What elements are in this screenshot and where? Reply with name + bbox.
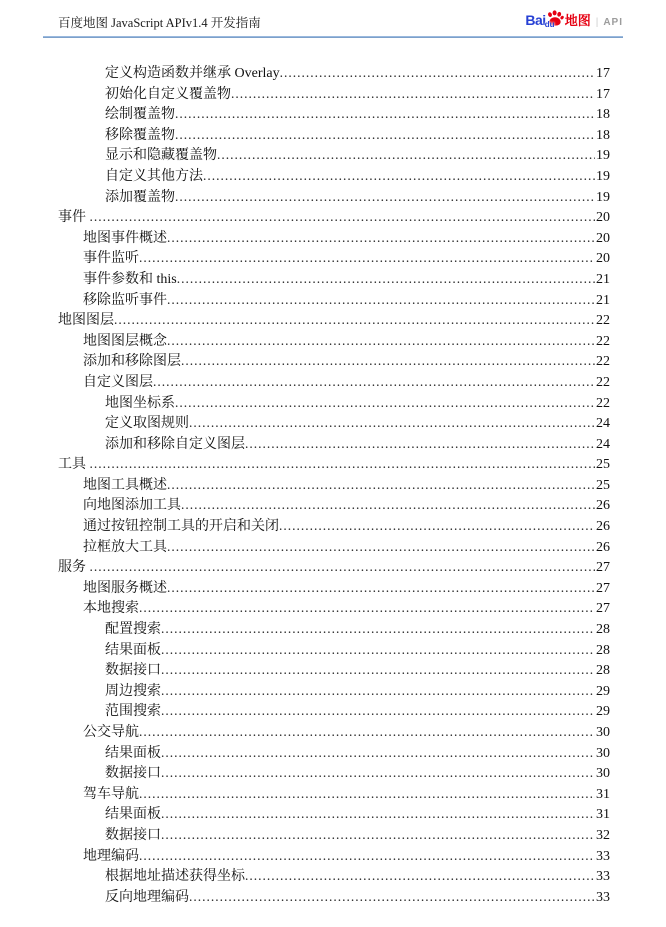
toc-list [0, 63, 666, 907]
toc-page-number: 22 [596, 313, 610, 329]
toc-row [0, 331, 666, 352]
toc-page-number: 18 [596, 107, 610, 123]
toc-page-number: 25 [596, 477, 610, 493]
toc-leader-dots [161, 660, 595, 682]
toc-page-number: 32 [596, 827, 610, 843]
toc-row [0, 598, 666, 619]
toc-leader-dots [161, 640, 595, 662]
toc-entry-label: 配置搜索 [105, 622, 161, 638]
toc-page-number: 20 [596, 210, 610, 226]
toc-leader-dots [161, 701, 595, 723]
toc-page-number: 31 [596, 807, 610, 823]
toc-page-number: 33 [596, 889, 610, 905]
toc-entry-label: 移除覆盖物 [105, 127, 175, 143]
toc-entry-label: 驾车导航 [83, 786, 139, 802]
toc-entry-label: 地理编码 [83, 848, 139, 864]
toc-row [0, 660, 666, 681]
toc-leader-dots [167, 578, 595, 600]
toc-row [0, 125, 666, 146]
toc-entry-label: 地图图层 [58, 313, 114, 329]
toc-leader-dots [175, 187, 595, 209]
toc-page-number: 33 [596, 848, 610, 864]
toc-row [0, 763, 666, 784]
toc-page-number: 21 [596, 271, 610, 287]
logo-text-ditu: 地图 [564, 13, 591, 28]
toc-row [0, 537, 666, 558]
toc-leader-dots [167, 331, 595, 353]
header-rule [43, 36, 623, 38]
toc-row [0, 351, 666, 372]
toc-entry-label: 数据接口 [105, 766, 161, 782]
toc-page-number: 22 [596, 395, 610, 411]
toc-entry-label: 事件 [58, 210, 90, 226]
toc-entry-label: 移除监听事件 [83, 292, 167, 308]
toc-entry-label: 绘制覆盖物 [105, 107, 175, 123]
toc-entry-label: 结果面板 [105, 745, 161, 761]
toc-entry-label: 地图服务概述 [83, 580, 167, 596]
toc-page-number: 22 [596, 333, 610, 349]
logo-text-bai: Bai [525, 12, 546, 28]
toc-entry-label: 显示和隐藏覆盖物 [105, 148, 217, 164]
toc-page-number: 27 [596, 580, 610, 596]
toc-row [0, 825, 666, 846]
toc-page-number: 28 [596, 642, 610, 658]
toc-leader-dots [139, 598, 595, 620]
toc-row [0, 290, 666, 311]
toc-page-number: 21 [596, 292, 610, 308]
toc-row [0, 681, 666, 702]
toc-entry-label: 数据接口 [105, 663, 161, 679]
toc-leader-dots [161, 763, 595, 785]
toc-page-number: 20 [596, 230, 610, 246]
toc-page-number: 25 [596, 457, 610, 473]
toc-leader-dots [167, 290, 595, 312]
toc-leader-dots [189, 887, 595, 909]
logo-divider: | [595, 17, 599, 28]
toc-page-number: 33 [596, 869, 610, 885]
toc-row [0, 804, 666, 825]
toc-leader-dots [167, 475, 595, 497]
toc-row [0, 475, 666, 496]
toc-leader-dots [161, 619, 595, 641]
toc-row [0, 393, 666, 414]
toc-leader-dots [167, 228, 595, 250]
toc-entry-label: 向地图添加工具 [83, 498, 181, 514]
toc-row [0, 372, 666, 393]
toc-entry-label: 定义构造函数并继承 Overlay [105, 66, 280, 81]
toc-leader-dots [139, 784, 595, 806]
toc-leader-dots [181, 495, 595, 517]
toc-leader-dots [175, 104, 595, 126]
toc-leader-dots [139, 846, 595, 868]
toc-page-number: 19 [596, 189, 610, 205]
toc-leader-dots [161, 743, 595, 765]
toc-row [0, 228, 666, 249]
toc-leader-dots [90, 557, 596, 579]
toc-page-number: 31 [596, 786, 610, 802]
toc-page-number: 26 [596, 519, 610, 535]
toc-page-number: 17 [596, 66, 610, 81]
toc-entry-label: 数据接口 [105, 827, 161, 843]
baidu-paw-icon [546, 10, 564, 27]
toc-row [0, 145, 666, 166]
toc-page-number: 22 [596, 354, 610, 370]
toc-entry-label: 范围搜索 [105, 704, 161, 720]
toc-row [0, 104, 666, 125]
toc-entry-label: 周边搜索 [105, 683, 161, 699]
toc-leader-dots [175, 393, 595, 415]
toc-row [0, 701, 666, 722]
toc-leader-dots [161, 804, 595, 826]
toc-row [0, 269, 666, 290]
toc-page-number: 30 [596, 725, 610, 740]
toc-page-number: 24 [596, 416, 610, 432]
toc-leader-dots [90, 454, 596, 476]
toc-leader-dots [217, 145, 595, 167]
toc-row [0, 454, 666, 475]
toc-row [0, 722, 666, 743]
toc-leader-dots [177, 269, 595, 291]
logo-text-api: API [603, 17, 623, 28]
toc-entry-label: 结果面板 [105, 807, 161, 823]
toc-entry-label: 地图工具概述 [83, 477, 167, 493]
toc-page-number: 19 [596, 148, 610, 164]
toc-row [0, 413, 666, 434]
toc-row [0, 166, 666, 187]
toc-leader-dots [280, 63, 595, 85]
toc-leader-dots [139, 722, 595, 744]
toc-leader-dots [167, 537, 595, 559]
toc-page-number: 29 [596, 704, 610, 720]
toc-leader-dots [114, 310, 595, 332]
toc-leader-dots [189, 413, 595, 435]
toc-page-number: 27 [596, 560, 610, 576]
toc-page-number: 28 [596, 622, 610, 638]
toc-entry-label: 服务 [58, 560, 90, 576]
toc-entry-label: 自定义图层 [83, 374, 153, 390]
toc-page-number: 30 [596, 766, 610, 782]
toc-row [0, 557, 666, 578]
toc-page-number: 29 [596, 683, 610, 699]
toc-page-number: 24 [596, 436, 610, 452]
toc-entry-label: 事件监听 [83, 251, 139, 267]
toc-leader-dots [161, 681, 595, 703]
logo-text-du: du [544, 20, 555, 29]
toc-leader-dots [161, 825, 595, 847]
toc-row [0, 743, 666, 764]
toc-row [0, 187, 666, 208]
toc-leader-dots [181, 351, 595, 373]
toc-row [0, 846, 666, 867]
toc-row [0, 516, 666, 537]
toc-entry-label: 添加和移除图层 [83, 354, 181, 370]
toc-row [0, 578, 666, 599]
toc-row [0, 640, 666, 661]
toc-row [0, 63, 666, 84]
toc-entry-label: 拉框放大工具 [83, 539, 167, 555]
toc-leader-dots [231, 84, 595, 106]
toc-entry-label: 地图图层概念 [83, 333, 167, 349]
toc-leader-dots [90, 207, 596, 229]
toc-row [0, 887, 666, 908]
toc-leader-dots [153, 372, 595, 394]
toc-page-number: 26 [596, 539, 610, 555]
toc-row [0, 310, 666, 331]
toc-page-number: 30 [596, 745, 610, 761]
page-header [0, 0, 666, 40]
toc-entry-label: 事件参数和 this [83, 271, 177, 287]
toc-leader-dots [175, 125, 595, 147]
toc-page-number: 18 [596, 127, 610, 143]
toc-row [0, 207, 666, 228]
toc-leader-dots [139, 248, 595, 270]
toc-page-number: 26 [596, 498, 610, 514]
toc-leader-dots [279, 516, 595, 538]
toc-leader-dots [203, 166, 595, 188]
toc-row [0, 784, 666, 805]
toc-entry-label: 根据地址描述获得坐标 [105, 869, 245, 885]
toc-entry-label: 初始化自定义覆盖物 [105, 86, 231, 102]
toc-entry-label: 结果面板 [105, 642, 161, 658]
toc-row [0, 434, 666, 455]
toc-entry-label: 添加覆盖物 [105, 189, 175, 205]
toc-entry-label: 定义取图规则 [105, 416, 189, 432]
toc-row [0, 495, 666, 516]
baidu-maps-logo [525, 10, 623, 29]
toc-entry-label: 地图事件概述 [83, 230, 167, 246]
toc-page-number: 20 [596, 251, 610, 267]
toc-entry-label: 工具 [58, 457, 90, 473]
toc-entry-label: 公交导航 [83, 725, 139, 740]
toc-entry-label: 添加和移除自定义图层 [105, 436, 245, 452]
toc-page-number: 27 [596, 601, 610, 617]
toc-leader-dots [245, 434, 595, 456]
toc-row [0, 866, 666, 887]
toc-entry-label: 自定义其他方法 [105, 168, 203, 184]
toc-entry-label: 反向地理编码 [105, 889, 189, 905]
toc-page-number: 22 [596, 374, 610, 390]
toc-page-number: 17 [596, 86, 610, 102]
toc-row [0, 248, 666, 269]
toc-row [0, 619, 666, 640]
toc-row [0, 84, 666, 105]
toc-page-number: 19 [596, 168, 610, 184]
toc-entry-label: 通过按钮控制工具的开启和关闭 [83, 519, 279, 535]
toc-page-number: 28 [596, 663, 610, 679]
toc-entry-label: 本地搜索 [83, 601, 139, 617]
toc-entry-label: 地图坐标系 [105, 395, 175, 411]
document-title: 百度地图 JavaScript APIv1.4 开发指南 [58, 16, 261, 30]
toc-leader-dots [245, 866, 595, 888]
